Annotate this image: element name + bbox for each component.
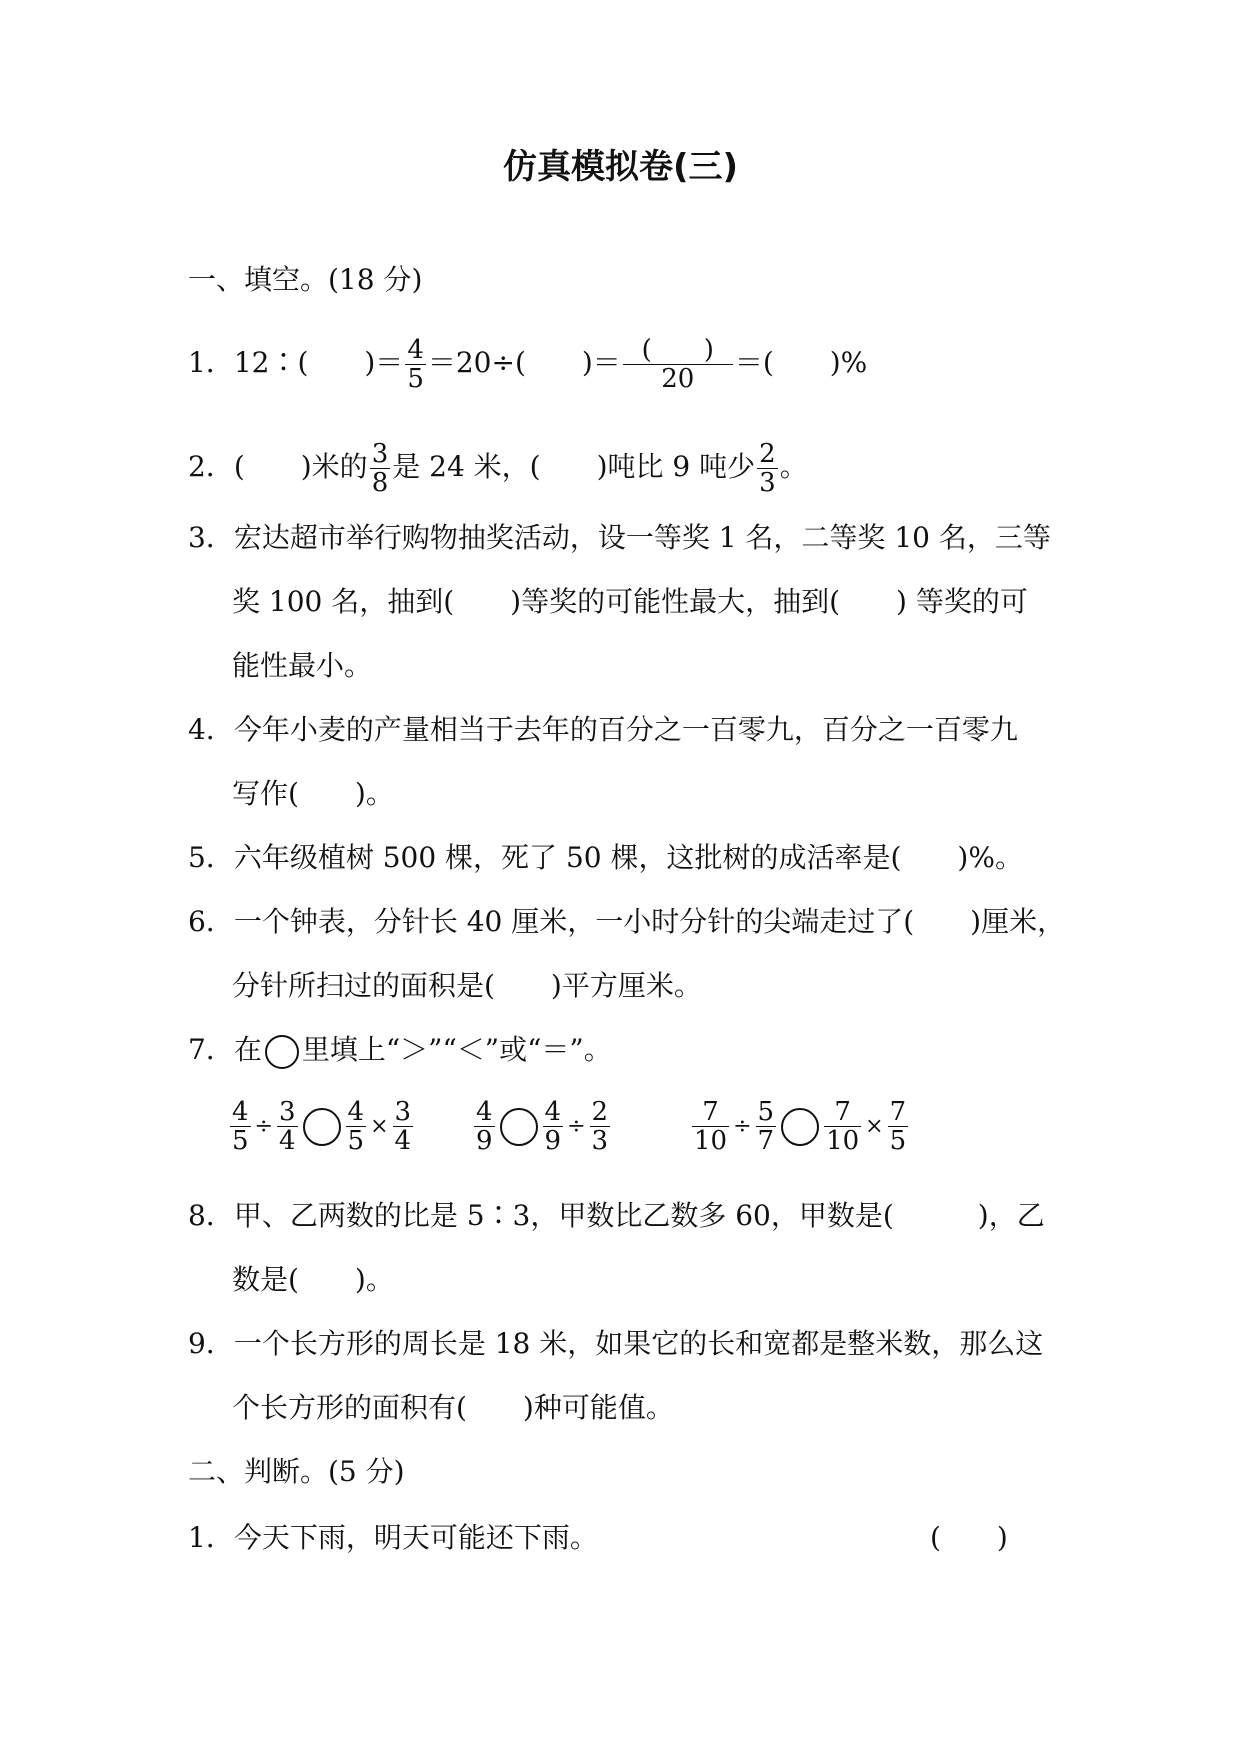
- denominator: 9: [544, 1126, 562, 1156]
- q2-fraction-2-numerator: 2: [759, 439, 776, 469]
- numerator: 3: [278, 1097, 296, 1127]
- question-6-line-2: 分针所扫过的面积是( )平方厘米。: [232, 969, 702, 1002]
- multiply-sign: ×: [370, 1113, 389, 1139]
- circle-blank-icon: [265, 1035, 299, 1069]
- numerator: 5: [757, 1097, 775, 1127]
- q2-fraction-1: [370, 440, 391, 497]
- q7-e3-fraction-a: [692, 1098, 729, 1155]
- q7-e3-fraction-b: [756, 1098, 777, 1155]
- numerator: 7: [702, 1097, 719, 1127]
- denominator: 10: [694, 1126, 728, 1156]
- denominator: 7: [757, 1126, 775, 1156]
- question-4-line-2: 写作( )。: [232, 777, 394, 810]
- divide-sign: ÷: [567, 1113, 586, 1139]
- q1-number: 1．: [188, 346, 234, 379]
- denominator: 5: [232, 1126, 249, 1156]
- q1-part-2: ＝20÷( )＝: [427, 346, 621, 379]
- question-8-line-1: 8．甲、乙两数的比是 5∶3，甲数比乙数多 60，甲数是( )，乙: [188, 1199, 1045, 1232]
- numerator: 3: [394, 1097, 412, 1127]
- q1-fraction-1-denominator: 5: [407, 364, 424, 394]
- multiply-sign: ×: [865, 1113, 884, 1139]
- q7-e3-compare-circle[interactable]: [781, 1108, 819, 1146]
- q2-fraction-2: [757, 440, 778, 497]
- q7-prefix: 7．在: [188, 1033, 262, 1066]
- q2-part-1: ( )米的: [233, 450, 368, 483]
- question-3-line-2: 奖 100 名，抽到( )等奖的可能性最大，抽到( ) 等奖的可: [232, 585, 1028, 618]
- question-2: [188, 440, 808, 497]
- q2-part-3: 。: [779, 450, 808, 483]
- question-5: 5．六年级植树 500 棵，死了 50 棵，这批树的成活率是( )%。: [188, 841, 1023, 874]
- q1-fraction-1: [405, 336, 426, 393]
- q1-fraction-2-denominator: 20: [623, 364, 733, 393]
- question-3-line-1: 3．宏达超市举行购物抽奖活动，设一等奖 1 名，二等奖 10 名，三等: [188, 521, 1051, 554]
- q1-fraction-1-numerator: 4: [407, 335, 424, 365]
- q7-e3-fraction-c: [824, 1098, 861, 1155]
- q7-e1-fraction-c: [346, 1098, 367, 1155]
- divide-sign: ÷: [733, 1113, 752, 1139]
- numerator: 7: [834, 1097, 851, 1127]
- denominator: 4: [278, 1126, 296, 1156]
- question-9-line-2: 个长方形的面积有( )种可能值。: [232, 1391, 674, 1424]
- question-7: [188, 1030, 612, 1070]
- question-3-line-3: 能性最小。: [232, 649, 373, 682]
- q7-e3-fraction-e: [888, 1098, 909, 1155]
- q7-e2-fraction-e: [590, 1098, 611, 1155]
- numerator: 4: [544, 1097, 562, 1127]
- denominator: 4: [394, 1126, 412, 1156]
- divide-sign: ÷: [254, 1113, 273, 1139]
- question-4-line-1: 4．今年小麦的产量相当于去年的百分之一百零九，百分之一百零九: [188, 713, 1018, 746]
- q2-fraction-2-denominator: 3: [759, 468, 776, 498]
- question-6-line-1: 6．一个钟表，分针长 40 厘米，一小时分针的尖端走过了( )厘米，: [188, 905, 1066, 938]
- numerator: 2: [591, 1097, 609, 1127]
- denominator: 5: [889, 1126, 907, 1156]
- q2-number: 2．: [188, 450, 234, 483]
- q7-e1-fraction-e: [393, 1098, 414, 1155]
- q7-suffix: 里填上“＞”“＜”或“＝”。: [301, 1033, 612, 1066]
- q2-part-2: 是 24 米，( )吨比 9 吨少: [392, 450, 756, 483]
- q7-e1-fraction-b: [277, 1098, 298, 1155]
- question-8-line-2: 数是( )。: [232, 1263, 394, 1296]
- q2-fraction-1-denominator: 8: [371, 468, 389, 498]
- denominator: 3: [591, 1126, 609, 1156]
- q7-expression-2: [472, 1098, 612, 1155]
- judgment-1-text: 1．今天下雨，明天可能还下雨。: [188, 1521, 598, 1554]
- q7-e1-compare-circle[interactable]: [303, 1108, 341, 1146]
- numerator: 4: [232, 1097, 249, 1127]
- question-9-line-1: 9．一个长方形的周长是 18 米，如果它的长和宽都是整米数，那么这: [188, 1327, 1044, 1360]
- q1-part-3: ＝( )%: [734, 346, 868, 379]
- page-title: 仿真模拟卷(三): [502, 147, 739, 187]
- question-1: [188, 336, 867, 393]
- q7-e2-fraction-a: [474, 1098, 495, 1155]
- numerator: 4: [347, 1097, 365, 1127]
- q7-e1-fraction-a: [230, 1098, 251, 1155]
- q1-fraction-2-numerator: ( ): [641, 335, 714, 365]
- denominator: 10: [826, 1126, 860, 1156]
- section-1-heading: 一、填空。(18 分): [188, 263, 423, 296]
- denominator: 5: [347, 1126, 365, 1156]
- numerator: 4: [476, 1097, 493, 1127]
- section-2-heading: 二、判断。(5 分): [188, 1455, 405, 1488]
- numerator: 7: [889, 1097, 907, 1127]
- q1-fraction-2: [623, 336, 733, 393]
- q1-part-1: 12∶( )＝: [233, 346, 404, 379]
- judgment-1-answer-blank[interactable]: ( ): [930, 1521, 1008, 1554]
- q7-e2-compare-circle[interactable]: [500, 1108, 538, 1146]
- q7-e2-fraction-c: [543, 1098, 564, 1155]
- q7-expression-3: [690, 1098, 910, 1155]
- q7-expression-1: [228, 1098, 415, 1155]
- q2-fraction-1-numerator: 3: [371, 439, 389, 469]
- denominator: 9: [476, 1126, 493, 1156]
